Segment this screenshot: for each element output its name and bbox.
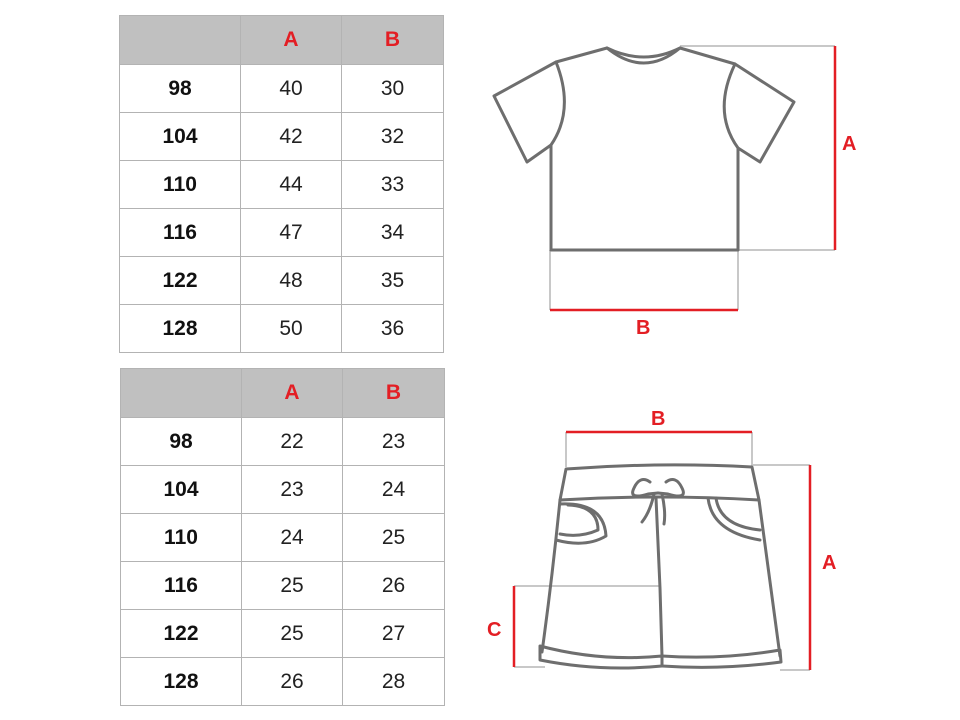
tshirt-label-a: A (842, 133, 857, 155)
shorts-label-c: C (487, 619, 502, 641)
size-cell: 122 (121, 610, 242, 658)
header-b: B (343, 369, 445, 418)
value-b: 35 (342, 257, 444, 305)
size-cell: 122 (120, 257, 241, 305)
value-b: 32 (342, 113, 444, 161)
size-cell: 116 (120, 209, 241, 257)
size-cell: 104 (121, 466, 242, 514)
size-cell: 110 (121, 514, 242, 562)
value-a: 40 (241, 65, 342, 113)
value-b: 25 (343, 514, 445, 562)
value-a: 23 (242, 466, 343, 514)
value-a: 44 (241, 161, 342, 209)
header-a: A (241, 16, 342, 65)
size-cell: 116 (121, 562, 242, 610)
value-b: 34 (342, 209, 444, 257)
value-a: 42 (241, 113, 342, 161)
size-cell: 104 (120, 113, 241, 161)
tshirt-dimensions (550, 46, 835, 310)
tshirt-diagram (494, 46, 856, 339)
header-b: B (342, 16, 444, 65)
value-b: 23 (343, 418, 445, 466)
value-a: 24 (242, 514, 343, 562)
size-cell: 110 (120, 161, 241, 209)
size-cell: 98 (121, 418, 242, 466)
shorts-label-b: B (651, 408, 666, 430)
value-a: 22 (242, 418, 343, 466)
tshirt-outline (494, 48, 794, 250)
tshirt-guides (550, 46, 835, 310)
size-cell: 128 (121, 658, 242, 706)
value-a: 26 (242, 658, 343, 706)
size-cell: 128 (120, 305, 241, 353)
value-b: 27 (343, 610, 445, 658)
shorts-outline (540, 465, 781, 668)
value-a: 25 (242, 562, 343, 610)
shorts-label-a: A (822, 552, 837, 574)
tshirt-label-b: B (636, 317, 651, 339)
value-a: 48 (241, 257, 342, 305)
header-a: A (242, 369, 343, 418)
value-b: 36 (342, 305, 444, 353)
value-a: 47 (241, 209, 342, 257)
value-b: 30 (342, 65, 444, 113)
size-cell: 98 (120, 65, 241, 113)
value-a: 50 (241, 305, 342, 353)
value-b: 26 (343, 562, 445, 610)
value-b: 28 (343, 658, 445, 706)
shorts-diagram (487, 408, 836, 670)
value-a: 25 (242, 610, 343, 658)
value-b: 24 (343, 466, 445, 514)
value-b: 33 (342, 161, 444, 209)
